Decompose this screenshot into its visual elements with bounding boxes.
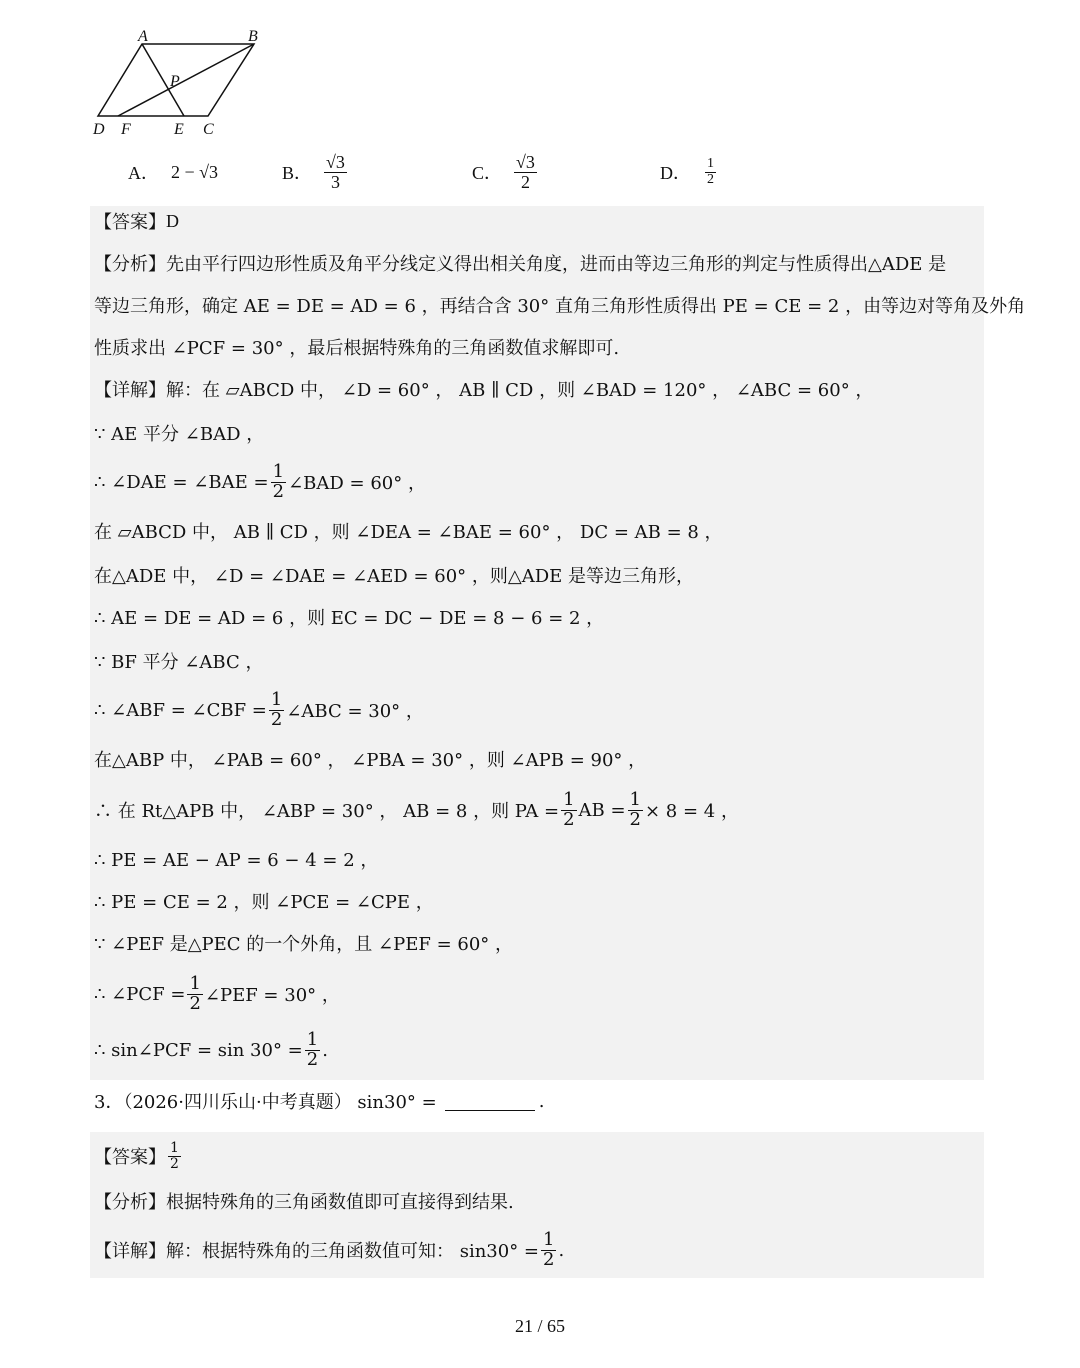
q2-detail-line-15: ∴ sin∠PCF = sin 30° = $\frac{1}{2}$ . bbox=[94, 1028, 328, 1070]
choice-a-value: 2 − √3 bbox=[171, 161, 219, 182]
answer-choices bbox=[128, 148, 828, 196]
q3-analysis: 【分析】 根据特殊角的三角函数值即可直接得到结果. bbox=[94, 1192, 514, 1213]
segment-bf bbox=[118, 44, 254, 116]
parallelogram-figure bbox=[90, 24, 270, 144]
q2-detail-line-7: ∵ BF 平分 ∠ABC ， bbox=[94, 652, 264, 673]
point-label-p: P bbox=[170, 73, 180, 90]
q2-detail-line-14: ∴ ∠PCF = $\frac{1}{2}$ ∠PEF = 30° ， bbox=[94, 972, 340, 1014]
choice-c: C． $\frac{√3}{2}$ bbox=[472, 151, 535, 192]
point-label-e: E bbox=[174, 121, 184, 138]
q2-detail-line-5: 在△ADE 中， ∠D = ∠DAE = ∠AED = 60° ，则△ADE 是等边三角形， bbox=[94, 566, 695, 587]
page-number: 21 / 65 bbox=[514, 1316, 565, 1336]
point-label-a: A bbox=[138, 28, 148, 45]
choice-c-value: $\frac{√3}{2}$ bbox=[516, 151, 535, 192]
choice-b-value: $\frac{√3}{3}$ bbox=[326, 151, 345, 192]
q2-detail-line-1: 【详解】 解：在 ▱ABCD 中， ∠D = 60° ， AB ∥ CD ，则 ∠BAD = 120° ， ∠ABC = 60° ， bbox=[94, 380, 874, 401]
point-label-b: B bbox=[248, 28, 258, 45]
q2-analysis-line-3: 性质求出 ∠PCF = 30° ，最后根据特殊角的三角函数值求解即可. bbox=[94, 338, 620, 359]
point-label-c: C bbox=[203, 121, 214, 138]
q3-detail: 【详解】 解：根据特殊角的三角函数值可知： sin30° = $\frac{1}{2}$ . bbox=[94, 1228, 565, 1270]
q2-detail-line-4: 在 ▱ABCD 中， AB ∥ CD ，则 ∠DEA = ∠BAE = 60° ， DC = AB = 8 ， bbox=[94, 522, 723, 543]
q2-detail-line-9: 在△ABP 中， ∠PAB = 60° ， ∠PBA = 30° ，则 ∠APB = 90° ， bbox=[94, 750, 647, 771]
q2-detail-line-6: ∴ AE = DE = AD = 6 ，则 EC = DC − DE = 8 − 6 = 2 ， bbox=[94, 608, 605, 629]
q2-analysis-line-1: 【分析】 先由平行四边形性质及角平分线定义得出相关角度，进而由等边三角形的判定与性质得出△ADE 是 bbox=[94, 254, 947, 275]
q2-detail-line-2: ∵ AE 平分 ∠BAD ， bbox=[94, 424, 265, 445]
q2-detail-line-10: ∴ 在 Rt△APB 中， ∠ABP = 30° ， AB = 8 ，则 PA = $\frac{1}{2}$ AB = $\frac{1}{2}$ × 8 = 4 ， bbox=[94, 788, 739, 830]
point-label-f: F bbox=[121, 121, 131, 138]
q2-detail-line-8: ∴ ∠ABF = ∠CBF = $\frac{1}{2}$ ∠ABC = 30° ， bbox=[94, 688, 424, 730]
answer-blank bbox=[445, 1092, 535, 1111]
q2-detail-line-12: ∴ PE = CE = 2 ，则 ∠PCE = ∠CPE ， bbox=[94, 892, 434, 913]
q2-detail-line-13: ∵ ∠PEF 是△PEC 的一个外角，且 ∠PEF = 60° ， bbox=[94, 934, 513, 955]
q3-answer: 【答案】 $\frac{1}{2}$ bbox=[94, 1139, 179, 1172]
point-label-d: D bbox=[93, 121, 105, 138]
q2-answer: 【答案】 D bbox=[94, 210, 179, 233]
q2-detail-line-11: ∴ PE = AE − AP = 6 − 4 = 2 ， bbox=[94, 850, 379, 871]
q2-detail-line-3: ∴ ∠DAE = ∠BAE = $\frac{1}{2}$ ∠BAD = 60° ， bbox=[94, 460, 426, 502]
choice-d: D． $\frac{1}{2}$ bbox=[660, 155, 714, 187]
question-3: 3．（2026·四川乐山·中考真题） sin30° = . bbox=[94, 1090, 545, 1113]
choice-a: A． 2 − √3 bbox=[128, 161, 219, 183]
choice-d-value: $\frac{1}{2}$ bbox=[707, 155, 714, 187]
q2-analysis-line-2: 等边三角形，确定 AE = DE = AD = 6 ，再结合含 30° 直角三角形性质得出 PE = CE = 2 ，由等边对等角及外角 bbox=[94, 296, 1026, 317]
choice-b: B． $\frac{√3}{3}$ bbox=[282, 151, 345, 192]
